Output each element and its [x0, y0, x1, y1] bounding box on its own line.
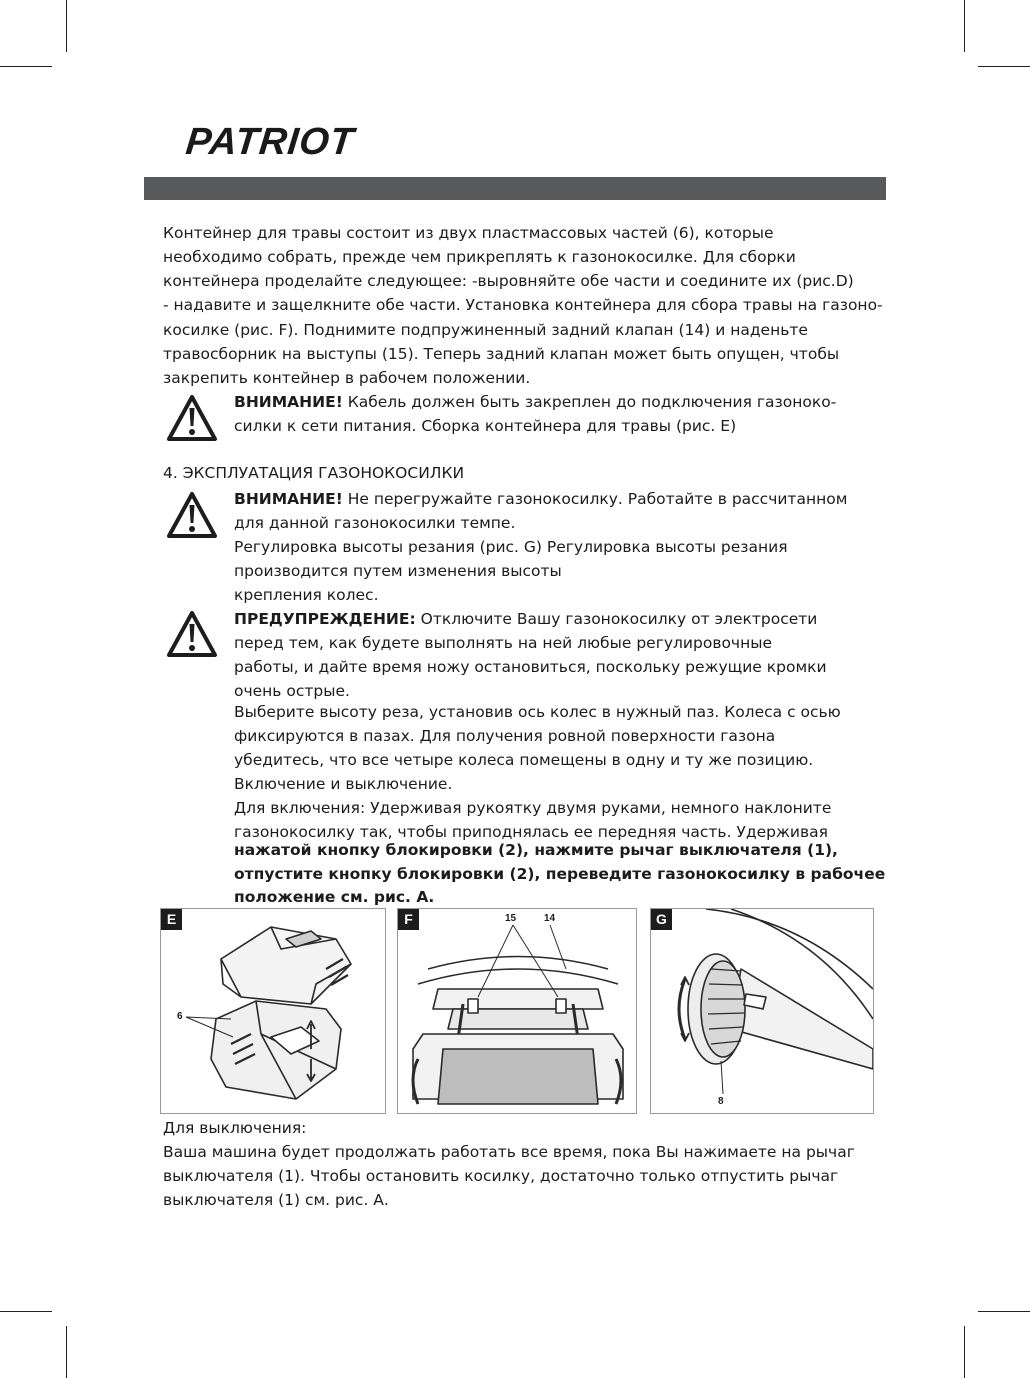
warning3-line1: ПРЕДУПРЕЖДЕНИЕ: Отключите Вашу газонокосилку от электросети	[234, 610, 818, 628]
bold-line: отпустите кнопку блокировки (2), переведите газонокосилку в рабочее	[234, 865, 886, 883]
figure-f-callout: 14	[544, 913, 556, 924]
warning3-line: работы, и дайте время ножу остановиться, поскольку режущие кромки	[234, 658, 827, 676]
header-bar	[144, 177, 886, 200]
figure-f-callout: 15	[505, 913, 517, 924]
crop-mark	[0, 66, 52, 67]
figure-f-drawing	[398, 909, 636, 1113]
crop-mark	[964, 1326, 965, 1378]
figure-g-label: G	[651, 909, 672, 930]
wheel-line: убедитесь, что все четыре колеса помещены в одну и ту же позицию.	[234, 751, 814, 769]
intro-line: - надавите и защелкните обе части. Установка контейнера для сбора травы на газоно-	[163, 296, 883, 314]
figure-e-callout: 6	[177, 1011, 183, 1022]
wheel-line: Включение и выключение.	[234, 775, 453, 793]
intro-line: Контейнер для травы состоит из двух пластмассовых частей (6), которые	[163, 224, 774, 242]
figure-e-label: E	[161, 909, 182, 930]
warning3-line: перед тем, как будете выполнять на ней любые регулировочные	[234, 634, 772, 652]
crop-mark	[66, 0, 67, 52]
figure-g-callout: 8	[718, 1096, 724, 1107]
warning1-line2: силки к сети питания. Сборка контейнера для травы (рис. E)	[234, 417, 737, 435]
figure-e-drawing	[161, 909, 385, 1113]
warning-triangle-icon	[166, 610, 218, 658]
off-line: Ваша машина будет продолжать работать все время, пока Вы нажимаете на рычаг	[163, 1143, 855, 1161]
height-line: крепления колес.	[234, 586, 379, 604]
wheel-line: газонокосилку так, чтобы приподнялась ее передняя часть. Удерживая	[234, 823, 828, 841]
wheel-line: Выберите высоту реза, установив ось колес в нужный паз. Колеса с осью	[234, 703, 841, 721]
crop-mark	[964, 0, 965, 52]
warning1-line1: ВНИМАНИЕ! Кабель должен быть закреплен до подключения газоноко-	[234, 393, 837, 411]
height-line: Регулировка высоты резания (рис. G) Регулировка высоты резания	[234, 538, 788, 556]
intro-line: травосборник на выступы (15). Теперь задний клапан может быть опущен, чтобы	[163, 345, 840, 363]
intro-line: контейнера проделайте следующее: -выровняйте обе части и соедините их (рис.D)	[163, 272, 854, 290]
warning3-line: очень острые.	[234, 682, 350, 700]
intro-line: косилке (рис. F). Поднимите подпружиненный задний клапан (14) и наденьте	[163, 321, 808, 339]
intro-line: закрепить контейнер в рабочем положении.	[163, 369, 531, 387]
intro-line: необходимо собрать, прежде чем прикреплять к газонокосилке. Для сборки	[163, 248, 796, 266]
wheel-line: фиксируются в пазах. Для получения ровной поверхности газона	[234, 727, 776, 745]
figure-g-drawing	[651, 909, 873, 1113]
warning-triangle-icon	[166, 491, 218, 539]
height-line: производится путем изменения высоты	[234, 562, 562, 580]
bold-line: положение см. рис. А.	[234, 888, 435, 906]
bold-line: нажатой кнопку блокировки (2), нажмите рычаг выключателя (1),	[234, 841, 838, 859]
figure-g	[650, 908, 874, 1114]
off-line: выключателя (1) см. рис. А.	[163, 1191, 389, 1209]
warning2-line2: для данной газонокосилки темпе.	[234, 514, 516, 532]
crop-mark	[978, 66, 1030, 67]
crop-mark	[978, 1311, 1030, 1312]
wheel-line: Для включения: Удерживая рукоятку двумя руками, немного наклоните	[234, 799, 832, 817]
warning2-line1: ВНИМАНИЕ! Не перегружайте газонокосилку. Работайте в рассчитанном	[234, 490, 848, 508]
figure-f	[397, 908, 637, 1114]
brand-logo: PATRIOT	[183, 121, 357, 163]
crop-mark	[66, 1326, 67, 1378]
crop-mark	[0, 1311, 52, 1312]
warning-triangle-icon	[166, 394, 218, 442]
off-line: Для выключения:	[163, 1119, 307, 1137]
off-line: выключателя (1). Чтобы остановить косилку, достаточно только отпустить рычаг	[163, 1167, 839, 1185]
figure-e	[160, 908, 386, 1114]
figure-f-label: F	[398, 909, 419, 930]
section-title: 4. ЭКСПЛУАТАЦИЯ ГАЗОНОКОСИЛКИ	[163, 464, 465, 482]
